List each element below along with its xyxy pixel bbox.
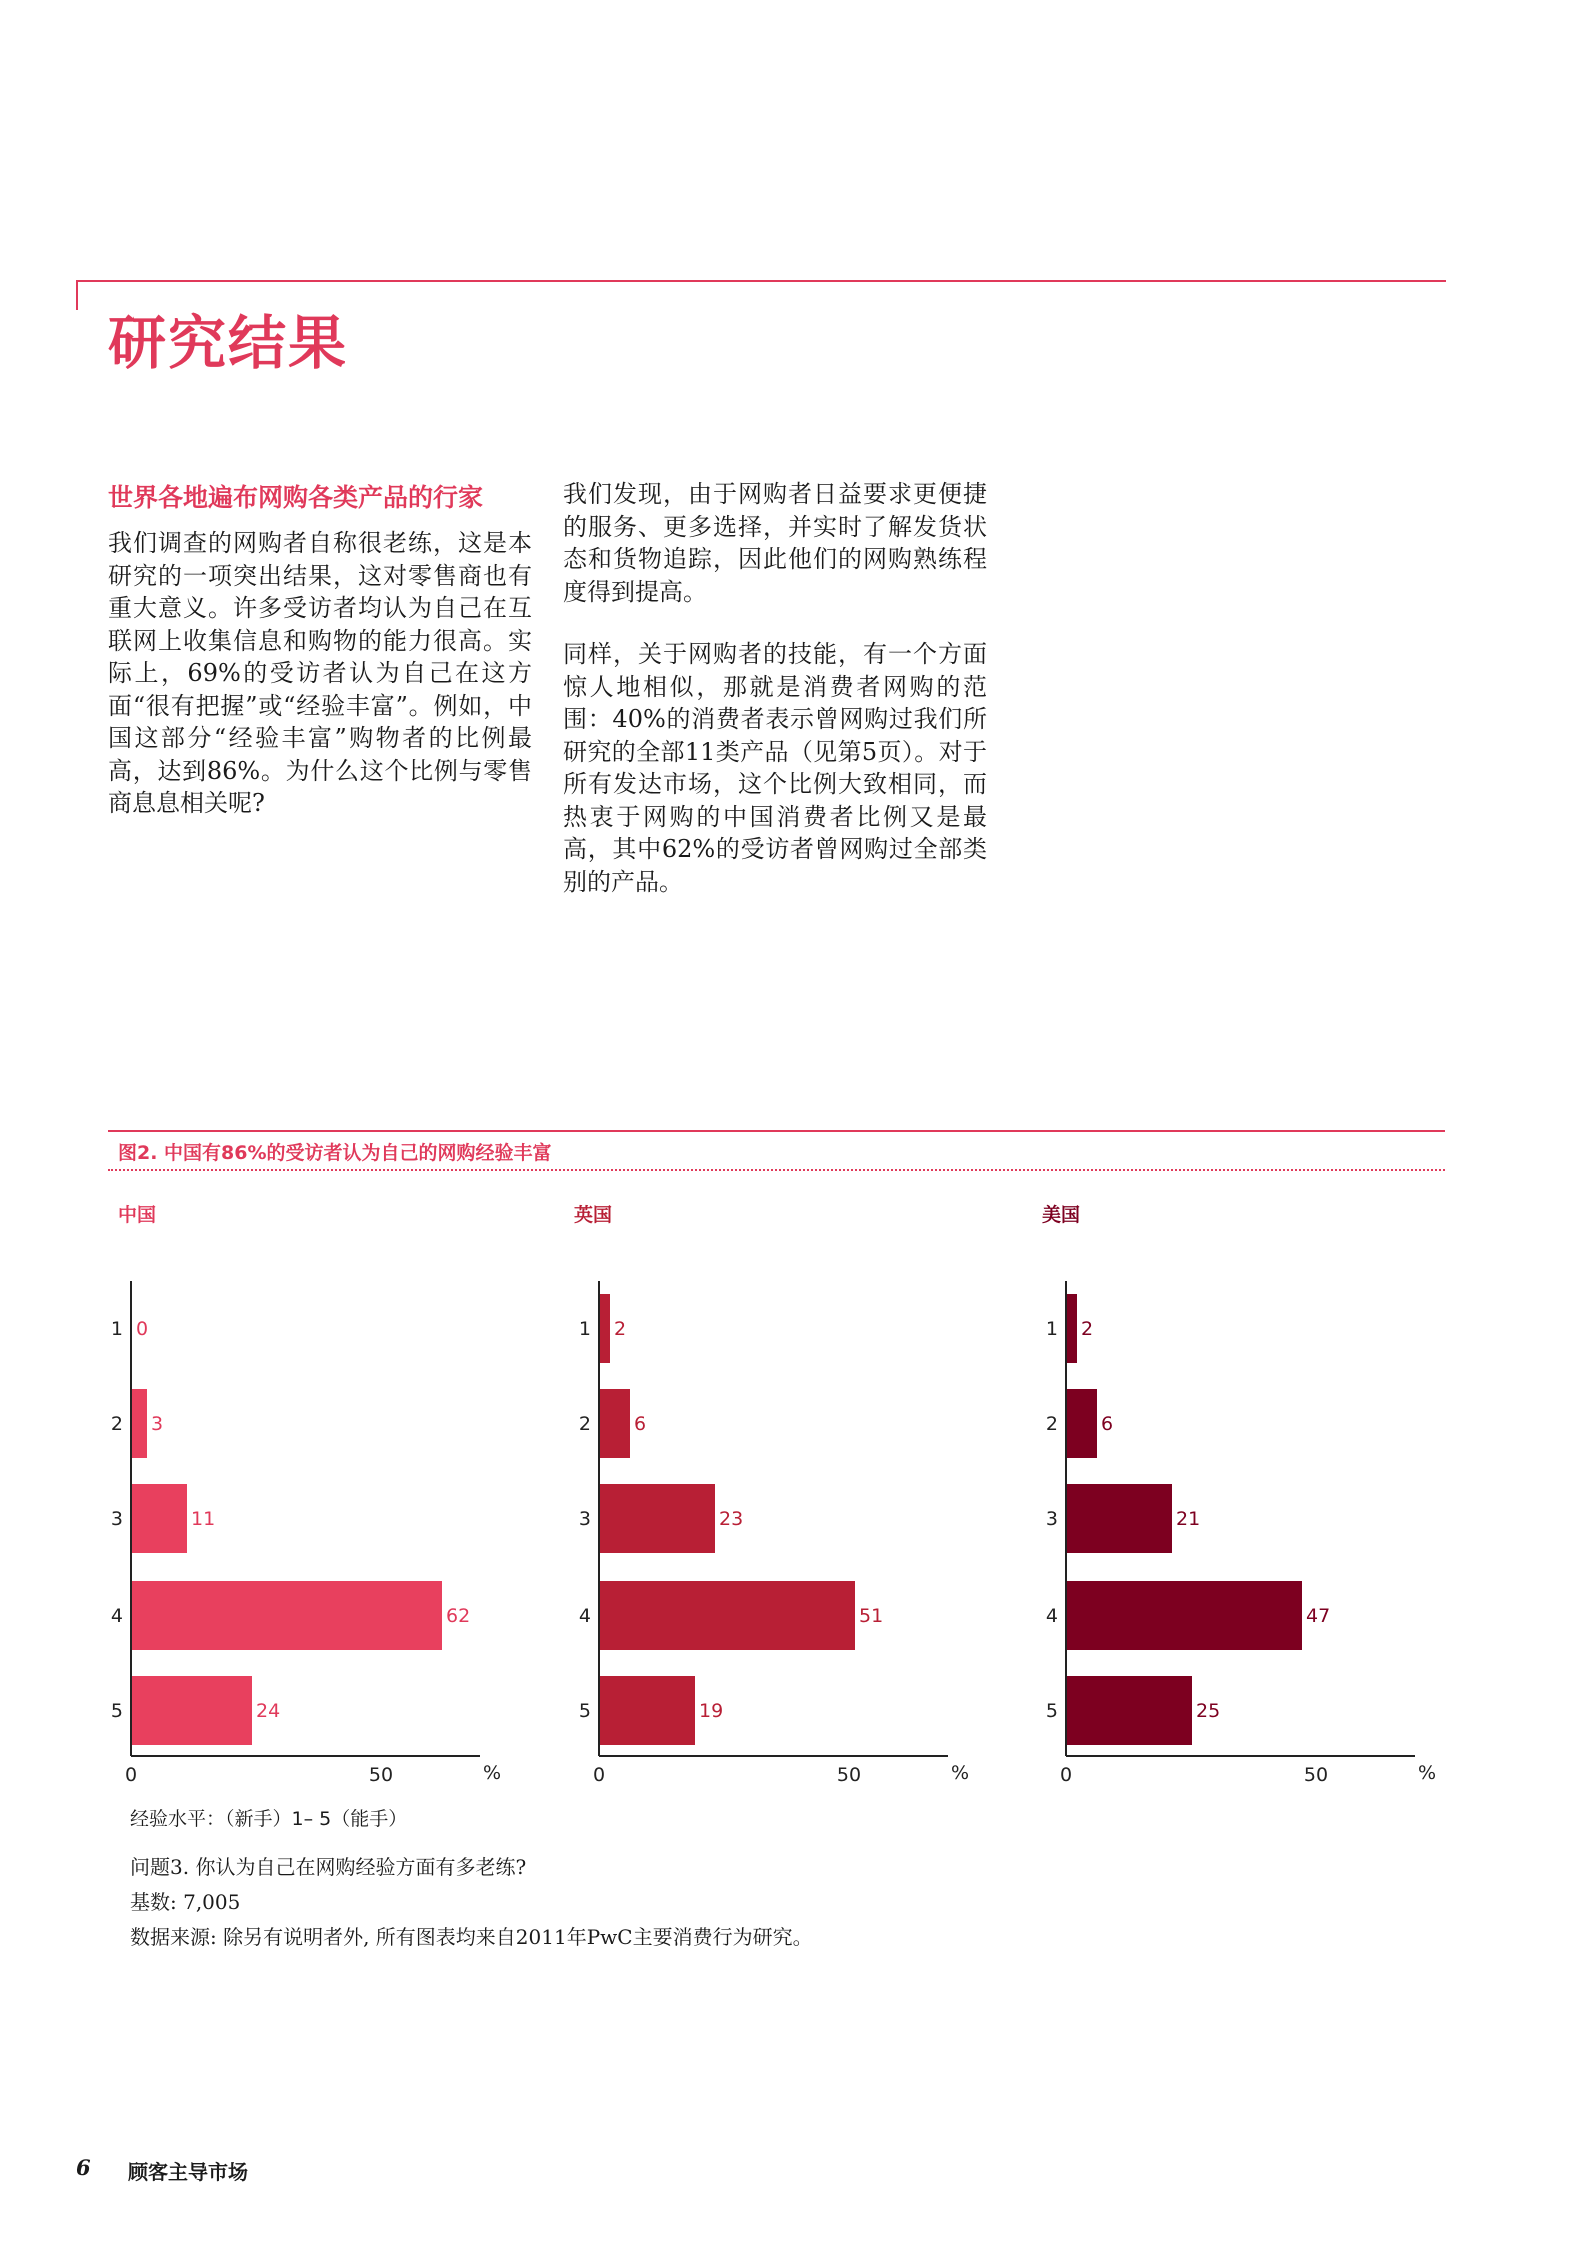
data-label: 0 [136, 1318, 149, 1340]
chart-china [100, 1270, 570, 1800]
scale-note: 经验水平：（新手）1– 5（能手） [130, 1808, 408, 1830]
category-label: 5 [578, 1700, 591, 1722]
chart-us [1035, 1270, 1505, 1800]
chart-title-china: 中国 [118, 1204, 157, 1226]
x-tick-label: 50 [368, 1764, 394, 1786]
category-label: 3 [110, 1508, 123, 1530]
category-label: 5 [1045, 1700, 1058, 1722]
data-label: 51 [859, 1605, 884, 1627]
figure-title: 图2. 中国有86%的受访者认为自己的网购经验丰富 [118, 1142, 552, 1164]
category-label: 2 [1045, 1413, 1058, 1435]
header-rule-tick [76, 280, 78, 310]
category-label: 1 [578, 1318, 591, 1340]
category-label: 1 [110, 1318, 123, 1340]
data-label: 2 [1081, 1318, 1094, 1340]
x-unit-label: % [482, 1762, 502, 1784]
bar-chart [100, 1270, 570, 1800]
chart-uk [568, 1270, 1038, 1800]
paragraph-3: 同样，关于网购者的技能，有一个方面惊人地相似，那就是消费者网购的范围：40%的消费者表示曾网购过我们所研究的全部11类产品（见第5页）。对于所有发达市场，这个比例大致相同，而热衷于网购的中国消费者比例又是最高，其中62%的受访者曾网购过全部类别的产品。 [563, 640, 987, 896]
page-number: 6 [76, 2155, 91, 2180]
bar [132, 1389, 147, 1458]
bar [600, 1581, 855, 1650]
data-label: 2 [614, 1318, 627, 1340]
category-label: 1 [1045, 1318, 1058, 1340]
category-label: 5 [110, 1700, 123, 1722]
x-tick-label: 0 [1059, 1764, 1073, 1786]
category-label: 3 [578, 1508, 591, 1530]
x-unit-label: % [950, 1762, 970, 1784]
data-label: 3 [151, 1413, 164, 1435]
category-label: 4 [1045, 1605, 1058, 1627]
x-unit-label: % [1417, 1762, 1437, 1784]
paragraph-1: 我们调查的网购者自称很老练，这是本研究的一项突出结果，这对零售商也有重大意义。许多受访者均认为自己在互联网上收集信息和购物的能力很高。实际上，69%的受访者认为自己在这方面“很有把握”或“经验丰富”。例如，中国这部分“经验丰富”购物者的比例最高，达到86%。为什么这个比例与零售商息息相关呢? [108, 529, 532, 817]
bar [1067, 1294, 1077, 1363]
category-label: 4 [578, 1605, 591, 1627]
data-label: 47 [1306, 1605, 1331, 1627]
data-label: 23 [719, 1508, 744, 1530]
footer-title: 顾客主导市场 [128, 2160, 248, 2184]
x-tick-label: 0 [124, 1764, 138, 1786]
data-label: 62 [446, 1605, 471, 1627]
source-note: 数据来源: 除另有说明者外, 所有图表均来自2011年PwC主要消费行为研究。 [130, 1925, 813, 1949]
section-subheading: 世界各地遍布网购各类产品的行家 [108, 483, 484, 512]
bar [1067, 1676, 1192, 1745]
bar-chart [1035, 1270, 1505, 1800]
page-title: 研究结果 [108, 309, 349, 377]
bar [132, 1484, 187, 1553]
bar [1067, 1389, 1097, 1458]
x-tick-label: 50 [1303, 1764, 1329, 1786]
data-label: 6 [1101, 1413, 1114, 1435]
data-label: 24 [256, 1700, 281, 1722]
data-label: 6 [634, 1413, 647, 1435]
category-label: 3 [1045, 1508, 1058, 1530]
category-label: 2 [578, 1413, 591, 1435]
bar [132, 1676, 252, 1745]
question-note: 问题3. 你认为自己在网购经验方面有多老练? [130, 1855, 527, 1879]
bar [600, 1294, 610, 1363]
data-label: 21 [1176, 1508, 1201, 1530]
bar [600, 1389, 630, 1458]
data-label: 19 [699, 1700, 724, 1722]
bar [600, 1676, 695, 1745]
bar-chart [568, 1270, 1038, 1800]
paragraph-2: 我们发现，由于网购者日益要求更便捷的服务、更多选择，并实时了解发货状态和货物追踪，因此他们的网购熟练程度得到提高。 [563, 480, 987, 606]
x-tick-label: 50 [836, 1764, 862, 1786]
data-label: 11 [191, 1508, 216, 1530]
data-label: 25 [1196, 1700, 1221, 1722]
figure-dotted-rule [108, 1169, 1445, 1171]
bar [132, 1581, 442, 1650]
bar [1067, 1581, 1302, 1650]
x-tick-label: 0 [592, 1764, 606, 1786]
bar [600, 1484, 715, 1553]
category-label: 4 [110, 1605, 123, 1627]
chart-title-uk: 英国 [574, 1204, 613, 1226]
category-label: 2 [110, 1413, 123, 1435]
base-note: 基数: 7,005 [130, 1890, 241, 1914]
chart-title-us: 美国 [1042, 1204, 1081, 1226]
bar [1067, 1484, 1172, 1553]
figure-rule [108, 1130, 1445, 1132]
header-rule [76, 280, 1446, 282]
